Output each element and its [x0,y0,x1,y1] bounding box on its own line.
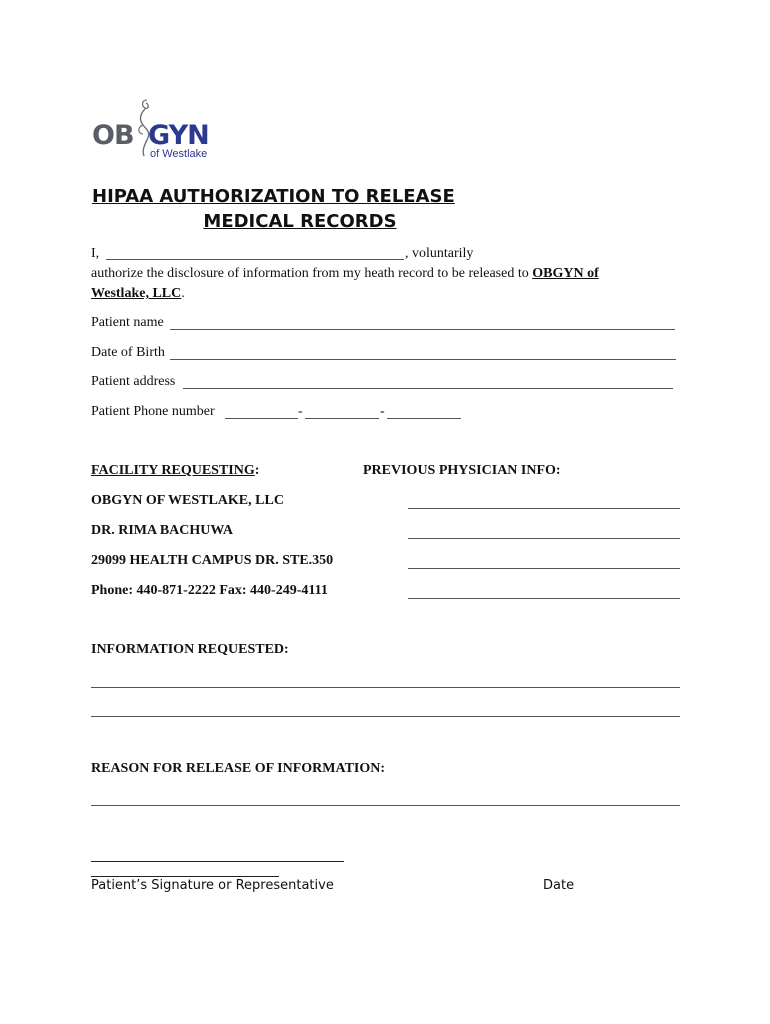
name-blank-line[interactable] [106,259,404,260]
form-title-line1: HIPAA AUTHORIZATION TO RELEASE [92,186,455,207]
logo-subtitle: of Westlake [150,148,208,160]
previous-physician-heading: PREVIOUS PHYSICIAN INFO: [363,463,561,478]
logo-ob-text: OB [92,120,134,151]
phone-field-line[interactable] [387,418,461,419]
facility-doctor: DR. RIMA BACHUWA [91,523,233,538]
intro-prefix: I, [91,246,100,261]
facility-heading-text: FACILITY REQUESTING [91,463,255,478]
intro-org-part1: OBGYN of [532,266,599,281]
facility-name: OBGYN OF WESTLAKE, LLC [91,493,284,508]
reason-heading: REASON FOR RELEASE OF INFORMATION: [91,761,386,776]
intro-line3 [91,286,185,302]
address-label: Patient address [91,374,176,389]
intro-line3-end: . [181,286,185,301]
info-requested-line-2[interactable] [91,716,680,717]
facility-address: 29099 HEALTH CAMPUS DR. STE.350 [91,553,334,568]
signature-line-short [91,876,279,877]
previous-physician-line-1[interactable] [408,508,680,509]
previous-physician-line-3[interactable] [408,568,680,569]
intro-line1 [91,246,99,262]
phone-field-prefix[interactable] [305,418,379,419]
patient-name-field[interactable] [170,329,675,330]
logo-gyn-text: GYN [148,120,209,151]
phone-label: Patient Phone number [91,404,215,419]
phone-field-area[interactable] [225,418,298,419]
intro-org-part2: Westlake, LLC [91,286,182,301]
dob-label: Date of Birth [91,345,165,360]
info-requested-line-1[interactable] [91,687,680,688]
address-field[interactable] [183,388,673,389]
patient-name-label: Patient name [91,315,164,330]
previous-physician-line-4[interactable] [408,598,680,599]
intro-line2 [91,266,599,282]
facility-heading [91,463,259,479]
form-title-line2: MEDICAL RECORDS [203,211,397,232]
phone-sep-1: - [298,404,303,419]
phone-sep-2: - [380,404,385,419]
facility-heading-colon: : [254,463,260,478]
date-label: Date [543,878,575,893]
intro-suffix: , voluntarily [405,246,474,261]
facility-phone-fax: Phone: 440-871-2222 Fax: 440-249-4111 [91,583,328,598]
dob-field[interactable] [170,359,676,360]
obgyn-logo [92,96,232,164]
info-requested-heading: INFORMATION REQUESTED: [91,642,289,657]
signature-line-long[interactable] [91,861,344,862]
reason-line[interactable] [91,805,680,806]
intro-line2-text: authorize the disclosure of information from my heath record to be released to [91,266,533,281]
signature-label: Patient’s Signature or Representative [91,878,334,893]
previous-physician-line-2[interactable] [408,538,680,539]
